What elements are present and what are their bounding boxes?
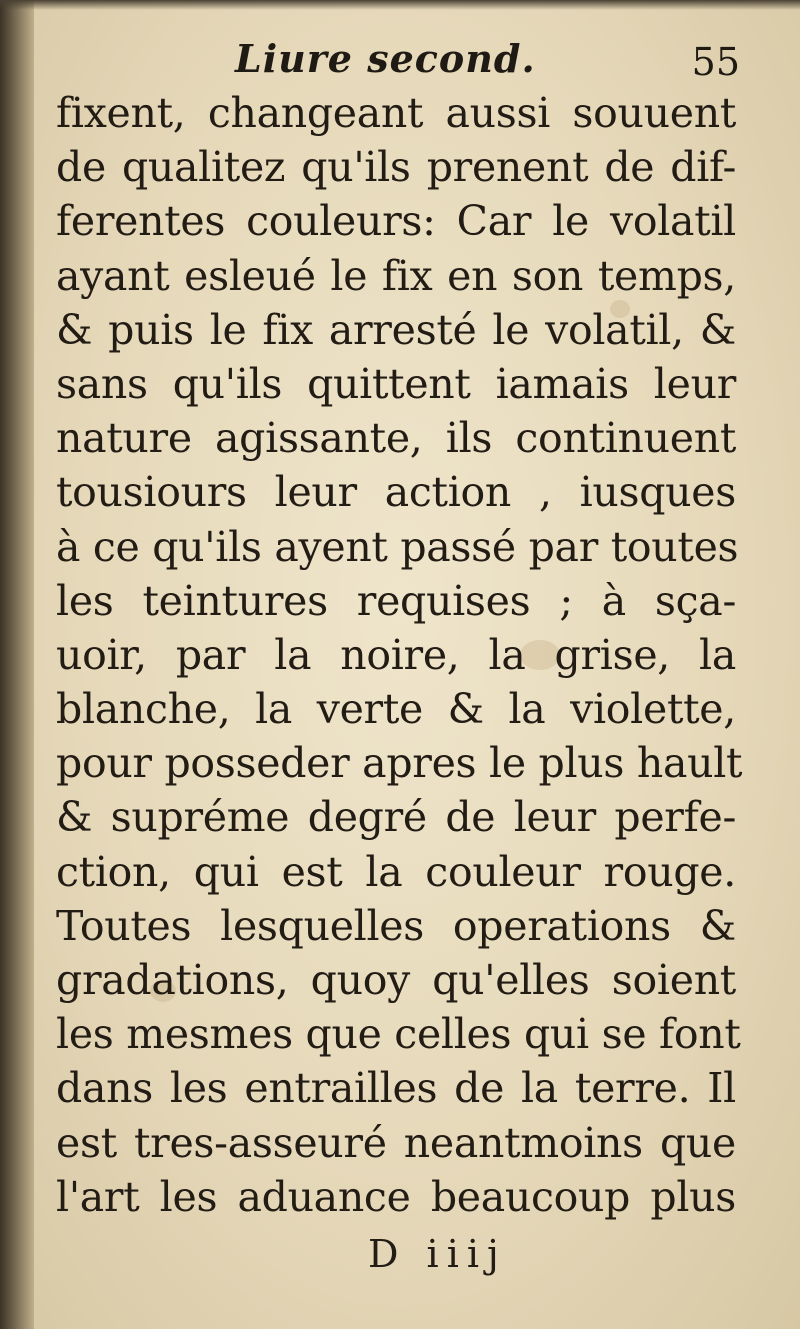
body-text xyxy=(56,86,743,1224)
text-line: dans les entrailles de la terre. Il xyxy=(56,1064,736,1113)
page-number: 55 xyxy=(691,40,740,84)
text-line: tousiours leur action , iusques xyxy=(56,468,736,517)
text-line: fixent, changeant aussi souuent xyxy=(56,89,736,137)
text-line: gradations, quoy qu'elles soient xyxy=(56,956,736,1004)
text-line: pour posseder apres le plus hault xyxy=(56,739,743,788)
text-line: blanche, la verte & la violette, xyxy=(56,685,736,734)
text-line: ferentes couleurs: Car le volatil xyxy=(56,197,736,246)
text-line: Toutes lesquelles operations & xyxy=(56,901,736,950)
page-top-edge xyxy=(0,0,800,10)
running-title: Liure second. xyxy=(235,36,536,81)
text-line: & supréme degré de leur perfe- xyxy=(56,793,736,842)
text-line: de qualitez qu'ils prenent de dif- xyxy=(56,143,736,192)
text-line: à ce qu'ils ayent passé par toutes xyxy=(56,522,739,571)
text-line: sans qu'ils quittent iamais leur xyxy=(56,359,736,408)
text-line: ction, qui est la couleur rouge. xyxy=(56,847,736,896)
text-line: uoir, par la noire, la grise, la xyxy=(56,630,736,679)
text-line: ayant esleué le fix en son temps, xyxy=(56,251,736,300)
signature-mark: D iiij xyxy=(368,1232,507,1276)
text-line: les teintures requises ; à sça- xyxy=(56,576,736,625)
binding-gutter xyxy=(0,0,34,1329)
text-line: nature agissante, ils continuent xyxy=(56,414,736,463)
text-line: est tres-asseuré neantmoins que xyxy=(56,1118,736,1167)
text-line: l'art les aduance beaucoup plus xyxy=(56,1172,736,1221)
text-line: les mesmes que celles qui se font xyxy=(56,1010,741,1059)
text-line: & puis le fix arresté le volatil, & xyxy=(56,305,736,354)
